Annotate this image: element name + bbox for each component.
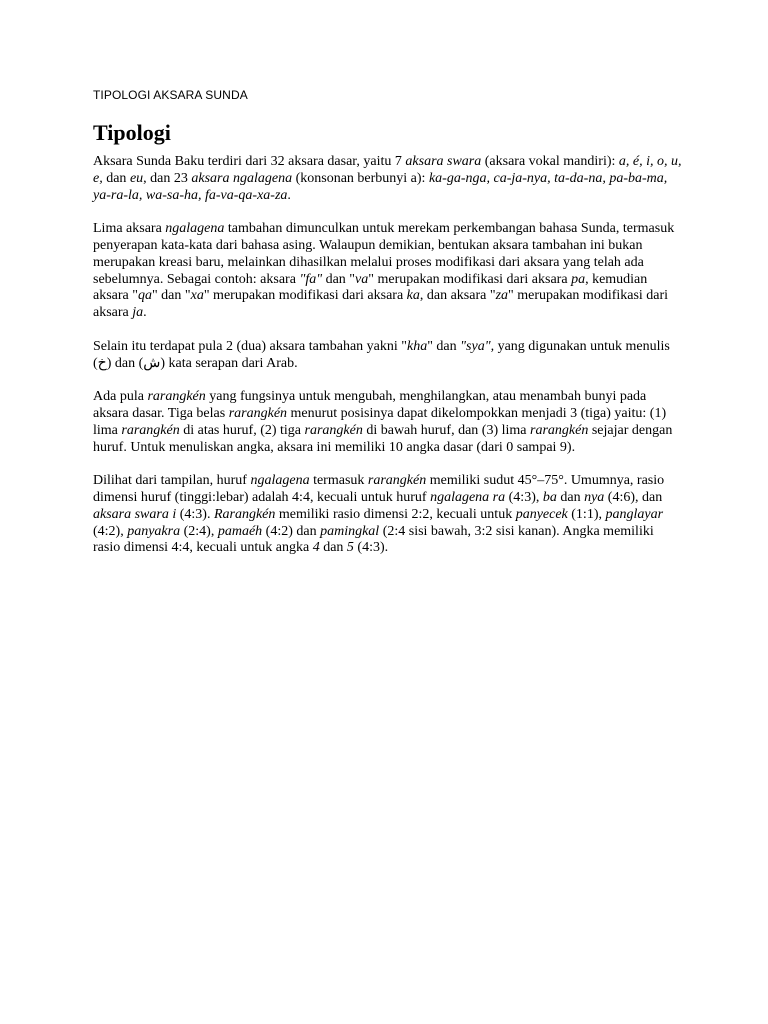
section-title: Tipologi xyxy=(93,120,171,145)
text-run: Selain itu terdapat pula 2 (dua) aksara tambahan yakni " xyxy=(93,338,407,354)
text-run: tambahan dimunculkan untuk merekam perkembangan bahasa Sunda, termasuk penyerapan kata-kata dari bahasa asing. Walaupun demikian, bentukan aksara tambahan ini bukan merupakan kreasi baru, melainkan dihasilkan melalui proses modifikasi dari aksara yang telah ada sebelumnya. Sebagai contoh: aksara xyxy=(93,221,675,287)
text-run: ) dan ( xyxy=(106,355,144,371)
term-ngalagena: ngalagena xyxy=(250,473,310,489)
term-angka-4: 4 xyxy=(312,540,320,556)
term-va: va xyxy=(355,271,369,287)
term-sya: "sya", xyxy=(460,338,495,354)
text-run: (4:3). xyxy=(353,540,389,556)
text-run: (4:2), xyxy=(93,523,128,539)
text-run: Aksara Sunda Baku terdiri dari 32 aksara dasar, yaitu 7 xyxy=(93,154,406,169)
term-rarangken: rarangkén xyxy=(121,422,180,438)
paragraph-rarangken xyxy=(93,389,683,456)
text-run: " merupakan modifikasi dari aksara xyxy=(203,288,407,304)
running-header: TIPOLOGI AKSARA SUNDA xyxy=(93,88,248,102)
arabic-syin: ش xyxy=(143,355,161,371)
text-run: Ada pula xyxy=(93,389,148,405)
text-run: yang fungsinya untuk mengubah, menghilangkan, atau menambah bunyi pada aksara dasar. Tiga belas xyxy=(93,389,647,421)
term-ba: ba xyxy=(542,489,557,505)
term-pamingkal: pamingkal xyxy=(320,523,380,539)
text-run: " dan xyxy=(427,338,461,354)
text-run: Lima aksara xyxy=(93,221,166,237)
text-run: (4:6), dan xyxy=(604,489,663,505)
term-aksara-swara-i: aksara swara i xyxy=(93,506,177,522)
arabic-kha: خ xyxy=(97,355,107,371)
term-rarangken: rarangkén xyxy=(304,422,363,438)
text-run: dan xyxy=(556,489,585,505)
text-run: (4:3). xyxy=(176,506,214,522)
term-rarangken: Rarangkén xyxy=(213,506,276,522)
term-nya: nya xyxy=(584,489,605,505)
text-run: (4:2) dan xyxy=(262,523,321,539)
term-pamaeh: pamaéh xyxy=(217,523,263,539)
paragraph-aksara-tambahan xyxy=(93,221,683,322)
text-run: di atas huruf, (2) tiga xyxy=(179,422,305,438)
text-run: dan " xyxy=(322,271,356,287)
text-run: . xyxy=(143,305,147,321)
text-run: (aksara vokal mandiri): xyxy=(481,154,619,169)
vowel-eu: eu xyxy=(129,170,144,186)
paragraph-aksara-arab xyxy=(93,339,683,373)
text-run: memiliki rasio dimensi 2:2, kecuali untuk xyxy=(275,506,516,522)
text-run: dan xyxy=(319,540,347,556)
text-run: di bawah huruf, dan (3) lima xyxy=(362,422,531,438)
term-fa: "fa" xyxy=(299,271,323,287)
text-run: , kemudian aksara " xyxy=(93,271,648,304)
term-rarangken: rarangkén xyxy=(147,389,206,405)
vowel-list: a, é, i, o, u, e, xyxy=(93,154,682,186)
text-run: sejajar dengan huruf. Untuk menuliskan angka, aksara ini memiliki 10 angka dasar (dari 0 sampai 9). xyxy=(93,422,673,455)
text-run: termasuk xyxy=(309,473,368,489)
text-run: Dilihat dari tampilan, huruf xyxy=(93,473,251,489)
text-run: , dan aksara " xyxy=(419,288,496,304)
term-panyecek: panyecek xyxy=(515,506,568,522)
term-ka: ka xyxy=(406,288,420,304)
paragraph-aksara-dasar xyxy=(93,154,683,204)
term-ja: ja xyxy=(132,305,144,321)
text-run: (2:4 sisi bawah, 3:2 sisi kanan). Angka memiliki rasio dimensi 4:4, kecuali untuk angka xyxy=(93,523,654,556)
text-run: menurut posisinya dapat dikelompokkan menjadi 3 (tiga) yaitu: (1) lima xyxy=(93,405,667,438)
consonant-list: ka-ga-nga, ca-ja-nya, ta-da-na, pa-ba-ma, ya-ra-la, wa-sa-ha, fa-va-qa-xa-za xyxy=(93,170,668,203)
text-run: dan xyxy=(102,170,130,186)
term-panyakra: panyakra xyxy=(127,523,181,539)
text-run: (1:1), xyxy=(567,506,606,522)
text-run: (2:4), xyxy=(180,523,218,539)
text-run: " merupakan modifikasi dari aksara xyxy=(368,271,572,287)
term-ngalagena: ngalagena xyxy=(165,221,225,237)
term-aksara-swara: aksara swara xyxy=(405,154,482,169)
term-panglayar: panglayar xyxy=(605,506,664,522)
body-text xyxy=(93,154,683,574)
term-rarangken: rarangkén xyxy=(228,405,288,421)
text-run: memiliki sudut 45°–75°. Umumnya, rasio dimensi huruf (tinggi:lebar) adalah 4:4, kecuali untuk huruf xyxy=(93,473,665,505)
term-rarangken: rarangkén xyxy=(530,422,589,438)
term-rarangken: rarangkén xyxy=(367,473,427,489)
term-qa: qa xyxy=(137,288,152,304)
term-ngalagena-ra: ngalagena ra xyxy=(430,489,506,505)
text-run: ) kata serapan dari Arab. xyxy=(160,355,298,371)
term-kha: kha xyxy=(407,338,428,354)
text-run: (konsonan berbunyi a): xyxy=(292,170,429,186)
text-run: " dan " xyxy=(151,288,191,304)
term-xa: xa xyxy=(190,288,204,304)
term-aksara-ngalagena: aksara ngalagena xyxy=(191,170,293,186)
term-pa: pa xyxy=(571,271,586,287)
text-run: . xyxy=(287,187,291,203)
term-za: za xyxy=(495,288,509,304)
text-run: , dan 23 xyxy=(143,170,192,186)
term-angka-5: 5 xyxy=(346,540,354,556)
text-run: " merupakan modifikasi dari aksara xyxy=(93,288,669,321)
text-run: (4:3), xyxy=(505,489,543,505)
text-run: yang digunakan untuk menulis ( xyxy=(93,338,670,371)
paragraph-rasio-dimensi xyxy=(93,473,683,557)
